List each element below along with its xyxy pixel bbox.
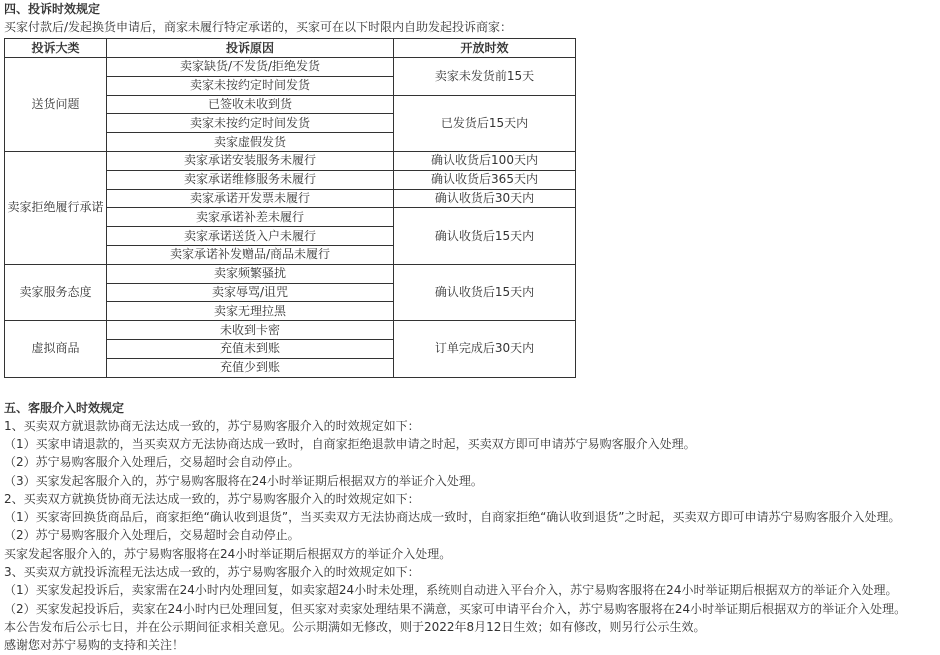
reason-cell: 卖家承诺补发赠品/商品未履行 [107,246,394,265]
reason-cell: 卖家承诺安装服务未履行 [107,152,394,171]
table-row [5,58,576,77]
category-cell: 卖家拒绝履行承诺 [5,152,107,265]
reason-cell: 卖家频繁骚扰 [107,264,394,283]
table-row [5,264,576,283]
category-cell: 卖家服务态度 [5,264,107,320]
time-cell: 订单完成后30天内 [394,321,576,377]
reason-cell: 卖家无理拉黑 [107,302,394,321]
category-cell: 虚拟商品 [5,321,107,377]
time-cell: 确认收货后15天内 [394,264,576,320]
complaint-time-table [4,38,576,377]
table-row [5,152,576,171]
paragraph-line: （2）苏宁易购客服介入处理后，交易超时会自动停止。 [4,455,300,470]
reason-cell: 卖家未按约定时间发货 [107,76,394,95]
paragraph-line: （2）买家发起投诉后，卖家在24小时内已处理回复，但买家对卖家处理结果不满意，买家可申请平台介入，苏宁易购客服将在24小时举证期后根据双方的举证介入处理。 [4,601,907,616]
reason-cell: 卖家辱骂/诅咒 [107,283,394,302]
table-header-row [5,39,576,58]
paragraph-line: 本公告发布后公示七日，并在公示期间征求相关意见。公示期满如无修改，则于2022年8月12日生效；如有修改，则另行公示生效。 [4,619,706,634]
reason-cell: 卖家承诺维修服务未履行 [107,170,394,189]
reason-cell: 未收到卡密 [107,321,394,340]
reason-cell: 充值未到账 [107,340,394,359]
reason-cell: 卖家承诺开发票未履行 [107,189,394,208]
time-cell: 确认收货后100天内 [394,152,576,171]
header-time: 开放时效 [394,39,576,58]
paragraph-line: （3）买家发起客服介入的，苏宁易购客服将在24小时举证期后根据双方的举证介入处理。 [4,473,483,488]
time-cell: 确认收货后365天内 [394,170,576,189]
section4-title: 四、投诉时效规定 [4,2,101,16]
paragraph-line: （1）买家发起投诉后，卖家需在24小时内处理回复，如卖家超24小时未处理，系统则自动进入平台介入，苏宁易购客服将在24小时举证期后根据双方的举证介入处理。 [4,583,898,598]
reason-cell: 卖家承诺送货入户未履行 [107,227,394,246]
announcement-content [4,0,936,655]
paragraph-line: 3、买卖双方就投诉流程无法达成一致的，苏宁易购客服介入的时效规定如下： [4,565,420,580]
time-cell: 已发货后15天内 [394,95,576,151]
reason-cell: 卖家缺货/不发货/拒绝发货 [107,58,394,77]
paragraph-line: （2）苏宁易购客服介入处理后，交易超时会自动停止。 [4,528,300,543]
time-cell: 确认收货后15天内 [394,208,576,264]
table-row [5,321,576,340]
header-reason: 投诉原因 [107,39,394,58]
paragraph-line: 1、买卖双方就退款协商无法达成一致的，苏宁易购客服介入的时效规定如下： [4,418,420,433]
reason-cell: 已签收未收到货 [107,95,394,114]
section5-title: 五、客服介入时效规定 [4,400,125,415]
time-cell: 卖家未发货前15天 [394,58,576,96]
paragraph-line: 买家发起客服介入的，苏宁易购客服将在24小时举证期后根据双方的举证介入处理。 [4,546,452,561]
reason-cell: 充值少到账 [107,358,394,377]
reason-cell: 卖家未按约定时间发货 [107,114,394,133]
reason-cell: 卖家承诺补差未履行 [107,208,394,227]
section4-intro: 买家付款后/发起换货申请后，商家未履行特定承诺的，买家可在以下时限内自助发起投诉商家： [4,20,513,34]
paragraph-line: （1）买家申请退款的，当买卖双方无法协商达成一致时，自商家拒绝退款申请之时起，买卖双方即可申请苏宁易购客服介入处理。 [4,436,696,451]
category-cell: 送货问题 [5,58,107,152]
time-cell: 确认收货后30天内 [394,189,576,208]
reason-cell: 卖家虚假发货 [107,133,394,152]
section-spacer [4,378,936,399]
paragraph-line: 感谢您对苏宁易购的支持和关注！ [4,638,185,653]
header-category: 投诉大类 [5,39,107,58]
paragraph-line: （1）买家寄回换货商品后，商家拒绝“确认收到退货”，当买卖双方无法协商达成一致时，自商家拒绝“确认收到退货”之时起，买卖双方即可申请苏宁易购客服介入处理。 [4,510,901,525]
paragraph-line: 2、买卖双方就换货协商无法达成一致的，苏宁易购客服介入的时效规定如下： [4,491,420,506]
